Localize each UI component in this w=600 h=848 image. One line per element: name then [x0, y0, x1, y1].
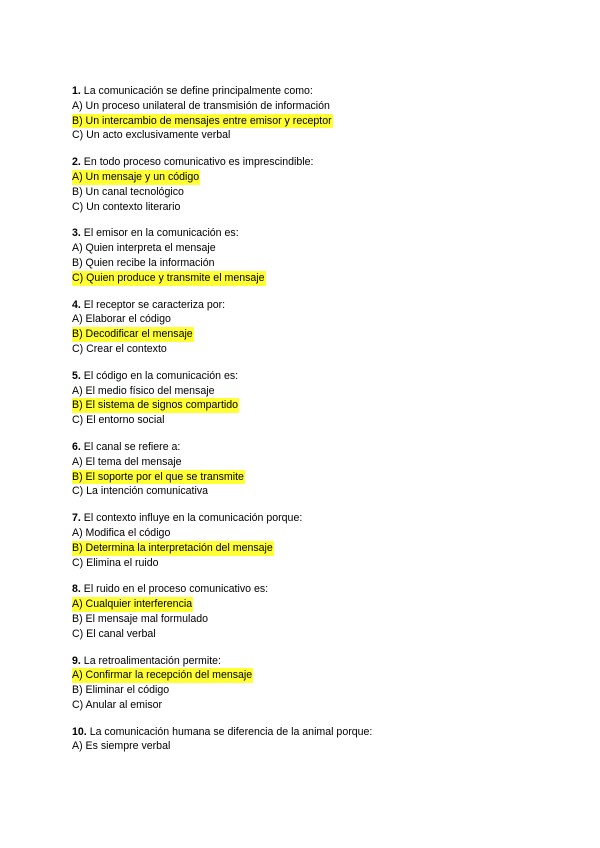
question-block	[72, 654, 542, 713]
answer-option-highlighted-text: B) Un intercambio de mensajes entre emisor y receptor	[72, 114, 332, 127]
answer-option	[72, 99, 542, 114]
question-block	[72, 84, 542, 143]
answer-option-text: C) El canal verbal	[72, 627, 156, 640]
answer-option-highlighted-text: B) El soporte por el que se transmite	[72, 470, 244, 483]
question-text: El ruido en el proceso comunicativo es:	[83, 583, 269, 596]
question-block	[72, 725, 542, 755]
answer-option-text: A) Quien interpreta el mensaje	[72, 242, 216, 255]
question-number: 10.	[72, 725, 87, 738]
answer-option-text: B) Eliminar el código	[72, 684, 170, 697]
question-number: 9.	[72, 654, 81, 667]
answer-option-highlighted-text: A) Un mensaje y un código	[72, 170, 200, 183]
answer-option-text: A) El medio físico del mensaje	[72, 384, 215, 397]
question-number: 7.	[72, 512, 81, 525]
answer-option	[72, 271, 542, 286]
answer-option-text: C) Crear el contexto	[72, 342, 167, 355]
answer-option	[72, 668, 542, 683]
question-stem	[72, 582, 542, 597]
question-number: 2.	[72, 156, 81, 169]
answer-option	[72, 455, 542, 470]
question-number: 3.	[72, 227, 81, 240]
answer-option	[72, 114, 542, 129]
question-text: La comunicación se define principalmente como:	[83, 85, 313, 97]
question-text: El código en la comunicación es:	[83, 369, 239, 382]
answer-option-text: A) Elaborar el código	[72, 313, 171, 326]
answer-option	[72, 312, 542, 327]
question-text: El contexto influye en la comunicación porque:	[83, 512, 303, 525]
answer-option-text: A) Un proceso unilateral de transmisión de información	[72, 99, 330, 112]
answer-option-text: B) Un canal tecnológico	[72, 185, 184, 198]
question-block	[72, 155, 542, 214]
question-text: El receptor se caracteriza por:	[83, 298, 226, 311]
answer-option	[72, 241, 542, 256]
answer-option	[72, 612, 542, 627]
answer-option	[72, 384, 542, 399]
answer-option	[72, 698, 542, 713]
question-block	[72, 440, 542, 499]
answer-option	[72, 256, 542, 271]
question-block	[72, 582, 542, 641]
question-stem	[72, 440, 542, 455]
question-block	[72, 369, 542, 428]
answer-option-text: C) La intención comunicativa	[72, 485, 209, 498]
question-block	[72, 298, 542, 357]
question-block	[72, 226, 542, 285]
answer-option-highlighted-text: B) El sistema de signos compartido	[72, 399, 239, 412]
answer-option-highlighted-text: B) Determina la interpretación del mensaje	[72, 541, 273, 554]
question-number: 8.	[72, 583, 81, 596]
question-block	[72, 511, 542, 570]
answer-option-text: A) Es siempre verbal	[72, 740, 171, 753]
question-stem	[72, 725, 542, 740]
answer-option-highlighted-text: A) Cualquier interferencia	[72, 598, 193, 611]
answer-option	[72, 128, 542, 143]
answer-option	[72, 398, 542, 413]
question-stem	[72, 654, 542, 669]
answer-option-text: A) El tema del mensaje	[72, 455, 182, 468]
quiz-question-list	[72, 84, 542, 766]
answer-option	[72, 413, 542, 428]
question-text: En todo proceso comunicativo es imprescindible:	[83, 156, 314, 169]
answer-option	[72, 342, 542, 357]
question-number: 1.	[72, 85, 81, 97]
answer-option-text: C) Un acto exclusivamente verbal	[72, 129, 231, 142]
answer-option	[72, 185, 542, 200]
answer-option-text: C) El entorno social	[72, 414, 165, 427]
answer-option-text: C) Anular al emisor	[72, 698, 163, 711]
question-text: El emisor en la comunicación es:	[83, 227, 239, 240]
question-stem	[72, 369, 542, 384]
answer-option	[72, 470, 542, 485]
answer-option-highlighted-text: B) Decodificar el mensaje	[72, 328, 193, 341]
answer-option-text: B) Quien recibe la información	[72, 256, 215, 269]
answer-option-text: C) Elimina el ruido	[72, 556, 159, 569]
answer-option-text: C) Un contexto literario	[72, 200, 181, 213]
question-text: El canal se refiere a:	[83, 440, 181, 453]
answer-option	[72, 597, 542, 612]
answer-option-highlighted-text: C) Quien produce y transmite el mensaje	[72, 271, 265, 284]
question-stem	[72, 511, 542, 526]
answer-option	[72, 739, 542, 754]
answer-option	[72, 170, 542, 185]
answer-option-text: A) Modifica el código	[72, 526, 171, 539]
answer-option	[72, 627, 542, 642]
answer-option	[72, 526, 542, 541]
question-text: La comunicación humana se diferencia de la animal porque:	[89, 725, 373, 738]
question-text: La retroalimentación permite:	[83, 654, 221, 667]
question-number: 4.	[72, 298, 81, 311]
answer-option	[72, 541, 542, 556]
question-stem	[72, 155, 542, 170]
answer-option	[72, 556, 542, 571]
answer-option	[72, 327, 542, 342]
answer-option	[72, 484, 542, 499]
question-number: 6.	[72, 440, 81, 453]
question-number: 5.	[72, 369, 81, 382]
answer-option-text: B) El mensaje mal formulado	[72, 612, 209, 625]
question-stem	[72, 226, 542, 241]
answer-option	[72, 683, 542, 698]
answer-option-highlighted-text: A) Confirmar la recepción del mensaje	[72, 669, 253, 682]
answer-option	[72, 200, 542, 215]
question-stem	[72, 298, 542, 313]
question-stem	[72, 84, 542, 99]
